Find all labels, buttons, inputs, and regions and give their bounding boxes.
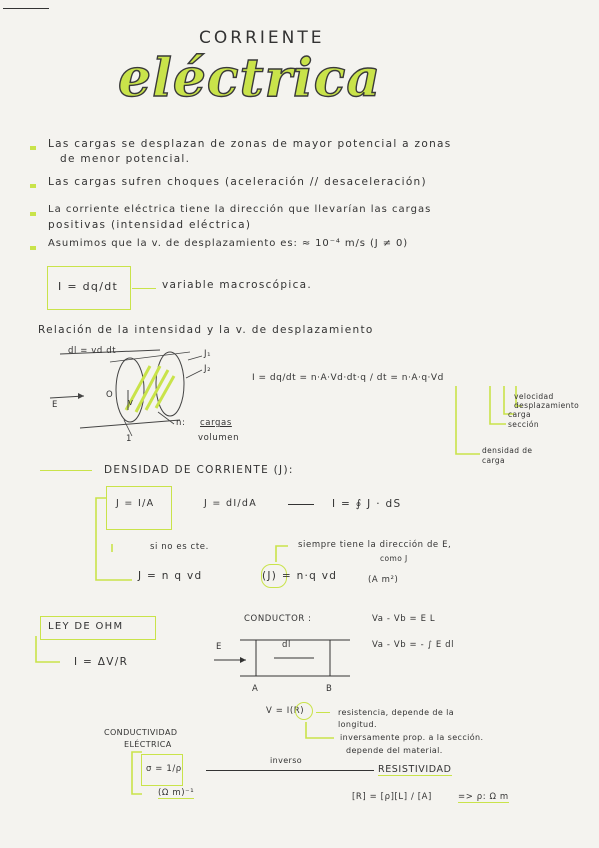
bullet-marker (30, 184, 36, 188)
pre-title: CORRIENTE (199, 28, 325, 48)
v-ir-formula: V = I(R) (266, 706, 305, 716)
corner-dash (3, 8, 49, 9)
same-direction-text: siempre tiene la dirección de E, (298, 540, 452, 550)
bullet-1-line2: de menor potencial. (60, 153, 191, 165)
resist-line2: longitud. (338, 720, 377, 729)
relation-title: Relación de la intensidad y la v. de desplazamiento (38, 324, 374, 336)
bullet-marker (30, 146, 36, 150)
ohm-formula: I = ΔV/R (74, 656, 129, 668)
one-label: 1 (126, 434, 133, 444)
conductivity-title2: ELÉCTRICA (124, 740, 172, 749)
inverse-arrow-line (206, 770, 374, 771)
bullet-marker (30, 212, 36, 216)
page-title: eléctrica (118, 48, 382, 109)
density-bracket (92, 494, 142, 586)
label-carga: carga (508, 410, 532, 419)
dl-label: dl = vd dt (68, 346, 117, 356)
label-seccion: sección (508, 420, 539, 429)
same-direction-text-2: como J (380, 554, 408, 563)
density-j-vec: (J) = n·q vd (262, 570, 338, 582)
bullet-4-line1: Asumimos que la v. de desplazamiento es: ≈ 10⁻⁴ m/s (J ≠ 0) (48, 238, 409, 249)
j2-label: J₂ (204, 364, 212, 374)
label-densidad: densidad de carga (482, 446, 533, 465)
current-formula: I = dq/dt (58, 280, 119, 293)
density-units: (A m²) (368, 575, 399, 585)
resist-arrow (316, 712, 330, 713)
current-note: variable macroscópica. (162, 279, 313, 291)
r-circle (295, 702, 313, 720)
ohm-title: LEY DE OHM (48, 621, 124, 632)
volumen-label: volumen (198, 433, 240, 443)
conductor-title: CONDUCTOR : (244, 614, 312, 624)
bullet-3-line2: positivas (intensidad eléctrica) (48, 219, 252, 231)
density-j-def: J = I/A (116, 498, 155, 509)
inverse-line1: inversamente prop. a la sección. (340, 733, 484, 742)
conductivity-title1: CONDUCTIVIDAD (104, 728, 178, 737)
density-const: si no es cte. (150, 542, 209, 552)
conductivity-formula: σ = 1/ρ (146, 764, 182, 774)
rho-units: => ρ: Ω m (458, 792, 509, 802)
density-title: DENSIDAD DE CORRIENTE (J): (104, 464, 294, 476)
bullet-marker (30, 246, 36, 250)
resist-line1: resistencia, depende de la (338, 708, 455, 717)
cargas-label: cargas (200, 418, 232, 428)
arrow-right-icon (132, 288, 156, 289)
va-vb-integral: Va - Vb = - ∫ E dl (372, 640, 455, 650)
intensity-equation: I = dq/dt = n·A·Vd·dt·q / dt = n·A·q·Vd (252, 373, 444, 383)
rho-formula: [R] = [ρ][L] / [A] (352, 792, 432, 802)
inverse-label: inverso (270, 756, 303, 765)
conductor-dl-label: dl (282, 640, 291, 650)
conductivity-bracket (126, 748, 146, 798)
resistivity-title: RESISTIVIDAD (378, 764, 452, 775)
same-direction-hook (264, 542, 290, 564)
bullet-1-line1: Las cargas se desplazan de zonas de mayor potencial a zonas (48, 138, 452, 150)
integral-arrow (288, 504, 314, 505)
inverse-hook (300, 720, 338, 744)
density-integral: I = ∮ J · dS (332, 498, 402, 510)
o-label: O (106, 390, 114, 400)
density-j-vel: J = n q vd (138, 570, 203, 582)
bullet-2-line1: Las cargas sufren choques (aceleración // desaceleración) (48, 176, 427, 188)
label-velocidad: velocidad desplazamiento (514, 392, 580, 410)
bullet-3-line1: La corriente eléctrica tiene la dirección que llevarían las cargas (48, 204, 432, 215)
density-arrow (40, 470, 92, 471)
va-vb-formula: Va - Vb = E L (372, 614, 436, 624)
conductor-e-label: E (216, 642, 222, 652)
v-label: v (128, 398, 134, 408)
e-label: E (52, 400, 58, 410)
n-label: n: (176, 418, 186, 428)
inverse-line2: depende del material. (346, 746, 443, 755)
conductor-a-label: A (252, 684, 259, 694)
ohm-bracket (30, 634, 70, 670)
conductor-b-label: B (326, 684, 333, 694)
j1-label: J₁ (204, 349, 212, 359)
density-j-diff: J = dI/dA (204, 498, 258, 509)
conductivity-units: (Ω m)⁻¹ (158, 788, 195, 798)
